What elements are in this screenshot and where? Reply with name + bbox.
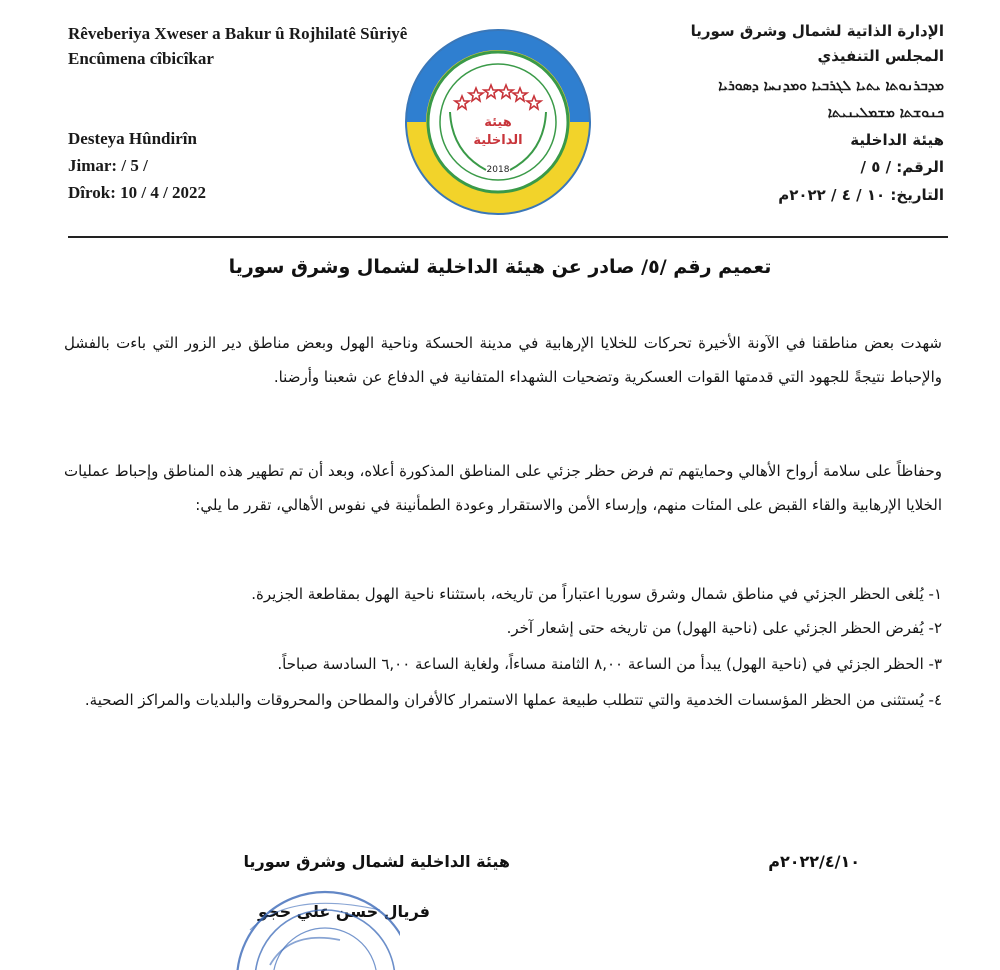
list-item: ٣- الحظر الجزئي في (ناحية الهول) يبدأ من الساعة ٨,٠٠ الثامنة مساءاً، ولغاية الساعة ٦,٠٠ السادسة صباحاً. <box>277 655 942 673</box>
emblem-logo <box>400 22 596 222</box>
header-arabic-council: المجلس التنفيذي <box>817 47 944 65</box>
list-item: ١- يُلغى الحظر الجزئي في مناطق شمال وشرق سوريا اعتباراً من تاريخه، باستثناء ناحية الهول بمقاطعة الجزيرة. <box>251 585 942 603</box>
emblem-center-line2: الداخلية <box>473 133 523 148</box>
signature-org: هيئة الداخلية لشمال وشرق سوريا <box>243 852 510 871</box>
header-kurdish-date: Dîrok: 10 / 4 / 2022 <box>68 183 207 202</box>
emblem-center-line1: هيئة <box>484 115 512 130</box>
header-kurdish-department: Desteya Hûndirîn <box>68 129 197 148</box>
paragraph-intro: شهدت بعض مناطقنا في الآونة الأخيرة تحركات للخلايا الإرهابية في مدينة الحسكة وناحية الهول وبعض مناطق دير الزور التي باءت بالفشل والإحباط نتيجةً للجهود التي قدمتها القوات العسكرية وتضحيات الشهداء المتفانية في الدفاع عن شعبنا وأرضنا. <box>64 334 942 386</box>
list-item: ٢- يُفرض الحظر الجزئي على (ناحية الهول) من تاريخه حتى إشعار آخر. <box>506 619 942 637</box>
official-stamp <box>230 870 400 970</box>
header-arabic-number: الرقم: / ٥ / <box>860 158 944 176</box>
header-syriac-admin: ܡܕܒܪܢܘܬܐ ܝܬܝܐ ܠܓܪܒܝܐ ܘܡܕܢܚܐ ܕܣܘܪܝܐ <box>718 78 944 94</box>
header-arabic-date: التاريخ: ١٠ / ٤ / ٢٠٢٢م <box>778 186 944 204</box>
header-arabic-admin: الإدارة الذاتية لشمال وشرق سوريا <box>690 22 944 40</box>
header-kurdish-admin: Rêveberiya Xweser a Bakur û Rojhilatê Sûriyê <box>68 24 408 43</box>
emblem-year: 2018 <box>486 165 510 175</box>
circular-title: تعميم رقم /٥/ صادر عن هيئة الداخلية لشمال وشرق سوريا <box>228 256 772 278</box>
header-kurdish-council: Encûmena cîbicîkar <box>68 49 214 68</box>
header-divider <box>68 236 948 238</box>
signature-names: فريال حسن علي حجو <box>258 902 430 921</box>
signature-date: ٢٠٢٢/٤/١٠م <box>768 852 860 871</box>
header-kurdish-number: Jimar: / 5 / <box>68 156 148 175</box>
header-arabic-department: هيئة الداخلية <box>850 131 944 149</box>
header-syriac-council: ܟܢܘܫܬܐ ܡܫܡܠܝܢܝܬܐ <box>827 105 944 121</box>
paragraph-decision: وحفاظاً على سلامة أرواح الأهالي وحمايتهم تم فرض حظر جزئي على المناطق المذكورة أعلاه، وبعد أن تم تطهير هذه المناطق وإحباط عمليات الخلايا الإرهابية والقاء القبض على المئات منهم، وإرساء الأمن والاستقرار وعودة الطمأنينة في نفوس الأهالي، تقرر ما يلي: <box>64 462 942 514</box>
list-item: ٤- يُستثنى من الحظر المؤسسات الخدمية والتي تتطلب طبيعة عملها الاستمرار كالأفران والمطاحن والمحروقات والبلديات والمراكز الصحية. <box>84 691 942 709</box>
